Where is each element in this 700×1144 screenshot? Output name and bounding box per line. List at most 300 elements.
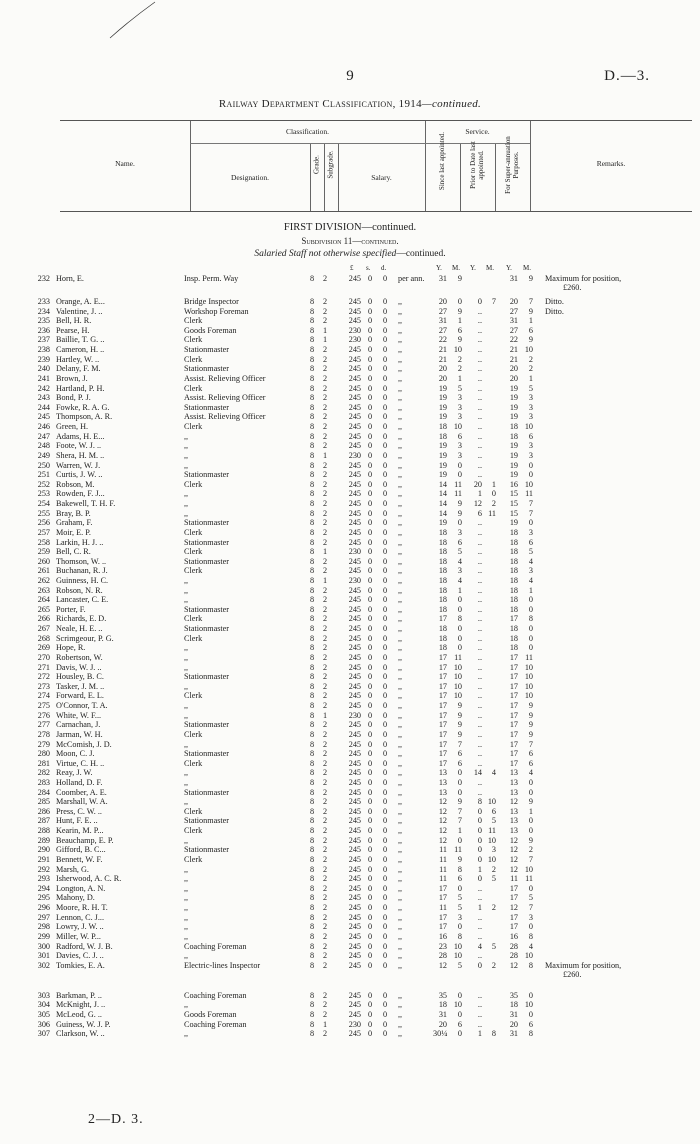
cell-sm: 10 xyxy=(453,345,462,355)
cell-sg: 2 xyxy=(322,912,328,922)
cell-d: 0 xyxy=(382,335,388,345)
cell-sm: 6 xyxy=(457,874,462,884)
cell-des: ,, xyxy=(184,681,189,691)
cell-name: Miller, W. P... xyxy=(56,931,101,941)
cell-g: 8 xyxy=(309,412,315,422)
cell-s: 0 xyxy=(367,1029,373,1039)
cell-s: 0 xyxy=(367,566,373,576)
cell-no: 254 xyxy=(37,499,50,509)
cell-sm: 3 xyxy=(457,393,462,403)
cell-sg: 2 xyxy=(322,835,328,845)
cell-sm: 0 xyxy=(457,633,462,643)
table-row xyxy=(0,807,700,817)
cell-name: Moore, R. H. T. xyxy=(56,903,108,913)
table-row xyxy=(0,451,700,461)
cell-sm: 10 xyxy=(453,691,462,701)
cell-sg: 2 xyxy=(322,672,328,682)
cell-sy: 31 xyxy=(438,316,447,326)
cell-sm: 0 xyxy=(457,624,462,634)
cell-uy: 18 xyxy=(509,624,518,634)
cell-name: Virtue, C. H. .. xyxy=(56,758,105,768)
table-row xyxy=(0,643,700,653)
cell-per: ,, xyxy=(398,624,403,634)
cell-sg: 2 xyxy=(322,354,328,364)
cell-s: 0 xyxy=(367,547,373,557)
cell-sg: 2 xyxy=(322,633,328,643)
cell-name: Richards, E. D. xyxy=(56,614,107,624)
cell-sm: 7 xyxy=(457,806,462,816)
cell-d: 0 xyxy=(382,778,388,787)
cell-g: 8 xyxy=(309,1010,315,1020)
cell-d: 0 xyxy=(382,633,388,643)
cell-no: 273 xyxy=(37,681,50,691)
cell-sg: 2 xyxy=(322,951,328,961)
cell-sm: 10 xyxy=(453,422,462,432)
cell-d: 0 xyxy=(382,325,388,335)
cell-name: Marshall, W. A. xyxy=(56,797,108,807)
cell-sal: 245 xyxy=(348,274,361,283)
cell-pm: 3 xyxy=(491,845,496,855)
cell-um: 2 xyxy=(528,845,533,855)
cell-sy: 18 xyxy=(438,556,447,566)
col-remarks: Remarks. xyxy=(596,159,626,168)
cell-per: ,, xyxy=(398,460,403,470)
cell-name: Reay, J. W. xyxy=(56,768,93,778)
cell-sg: 2 xyxy=(322,537,328,547)
cell-des: ,, xyxy=(184,441,189,451)
cell-py: .. xyxy=(477,922,482,932)
cell-per: ,, xyxy=(398,297,403,306)
unit-pound: £ xyxy=(350,264,354,272)
cell-name: Barkman, P. .. xyxy=(56,990,102,1000)
cell-um: 0 xyxy=(528,604,533,614)
cell-um: 7 xyxy=(528,903,533,913)
cell-sal: 245 xyxy=(348,681,361,691)
cell-sy: 17 xyxy=(438,701,447,711)
cell-s: 0 xyxy=(367,595,373,605)
table-row xyxy=(0,384,700,394)
cell-sg: 2 xyxy=(322,422,328,432)
cell-pm: 2 xyxy=(491,960,496,970)
cell-sy: 17 xyxy=(438,883,447,893)
cell-s: 0 xyxy=(367,903,373,913)
cell-pm: 10 xyxy=(487,835,496,845)
cell-no: 233 xyxy=(37,297,50,306)
cell-per: ,, xyxy=(398,595,403,605)
cell-des: Assist. Relieving Officer xyxy=(184,393,266,403)
cell-g: 8 xyxy=(309,739,315,749)
table-row xyxy=(0,874,700,884)
cell-sy: 23 xyxy=(438,941,447,951)
cell-d: 0 xyxy=(382,441,388,451)
cell-sy: 17 xyxy=(438,922,447,932)
cell-sg: 2 xyxy=(322,518,328,528)
cell-des: Goods Foreman xyxy=(184,325,237,335)
cell-s: 0 xyxy=(367,826,373,836)
table-row xyxy=(0,489,700,499)
cell-des: Coaching Foreman xyxy=(184,990,247,1000)
cell-per: ,, xyxy=(398,441,403,451)
cell-des: Stationmaster xyxy=(184,364,230,374)
cell-s: 0 xyxy=(367,335,373,345)
cell-no: 251 xyxy=(37,470,50,480)
cell-sal: 245 xyxy=(348,633,361,643)
cell-sm: 1 xyxy=(457,316,462,326)
cell-py: 0 xyxy=(477,816,482,826)
cell-uy: 18 xyxy=(509,643,518,653)
cell-sg: 2 xyxy=(322,643,328,653)
cell-py: .. xyxy=(477,652,482,662)
cell-name: Housley, B. C. xyxy=(56,672,104,682)
cell-per: ,, xyxy=(398,672,403,682)
cell-sg: 2 xyxy=(322,441,328,451)
cell-py: .. xyxy=(477,383,482,393)
footer-code: 2—D. 3. xyxy=(88,1112,144,1127)
cell-d: 0 xyxy=(382,922,388,932)
cell-um: 4 xyxy=(528,941,533,951)
cell-sg: 2 xyxy=(322,845,328,855)
cell-um: 10 xyxy=(524,951,533,961)
cell-name: Larkin, H. J. .. xyxy=(56,537,104,547)
cell-sal: 245 xyxy=(348,479,361,489)
cell-sm: 3 xyxy=(457,450,462,460)
cell-des: Stationmaster xyxy=(184,556,230,566)
cell-sal: 245 xyxy=(348,1010,361,1020)
cell-name: Rowden, F. J... xyxy=(56,489,105,499)
cell-sal: 245 xyxy=(348,864,361,874)
cell-des: Stationmaster xyxy=(184,345,230,355)
cell-sal: 230 xyxy=(348,450,361,460)
cell-no: 246 xyxy=(37,422,50,432)
cell-sy: 11 xyxy=(439,874,447,884)
cell-py: 1 xyxy=(477,903,482,913)
cell-pm: 2 xyxy=(491,864,496,874)
cell-des: ,, xyxy=(184,1029,189,1039)
cell-g: 8 xyxy=(309,595,315,605)
cell-g: 8 xyxy=(309,508,315,518)
cell-no: 268 xyxy=(37,633,50,643)
cell-s: 0 xyxy=(367,1019,373,1029)
cell-sy: 11 xyxy=(439,903,447,913)
cell-um: 0 xyxy=(528,816,533,826)
cell-sal: 245 xyxy=(348,662,361,672)
cell-g: 8 xyxy=(309,990,315,1000)
table-row xyxy=(0,759,700,769)
cell-sg: 2 xyxy=(322,941,328,951)
cell-g: 8 xyxy=(309,402,315,412)
cell-g: 8 xyxy=(309,518,315,528)
cell-sg: 2 xyxy=(322,990,328,1000)
cell-uy: 17 xyxy=(509,893,518,903)
cell-uy: 12 xyxy=(509,903,518,913)
cell-g: 8 xyxy=(309,854,315,864)
cell-um: 10 xyxy=(524,681,533,691)
cell-sy: 21 xyxy=(438,345,447,355)
cell-sm: 0 xyxy=(457,922,462,932)
cell-d: 0 xyxy=(382,470,388,480)
cell-sg: 2 xyxy=(322,595,328,605)
cell-py: .. xyxy=(477,518,482,528)
cell-no: 279 xyxy=(37,739,50,749)
cell-s: 0 xyxy=(367,633,373,643)
cell-no: 290 xyxy=(37,845,50,855)
cell-name: Bell, C. R. xyxy=(56,547,91,557)
table-header xyxy=(60,120,692,212)
cell-sy: 19 xyxy=(438,450,447,460)
cell-py: 0 xyxy=(477,806,482,816)
cell-uy: 18 xyxy=(509,547,518,557)
cell-uy: 18 xyxy=(509,595,518,605)
cell-sm: 10 xyxy=(453,1000,462,1010)
cell-sg: 2 xyxy=(322,749,328,759)
cell-name: Cameron, H. .. xyxy=(56,345,105,355)
cell-sm: 8 xyxy=(457,931,462,941)
cell-sm: 11 xyxy=(454,479,462,489)
cell-sy: 18 xyxy=(438,431,447,441)
table-row xyxy=(0,634,700,644)
table-row xyxy=(0,797,700,807)
cell-sm: 9 xyxy=(457,335,462,345)
table-row xyxy=(0,605,700,615)
cell-uy: 35 xyxy=(509,990,518,1000)
cell-d: 0 xyxy=(382,797,388,807)
cell-no: 289 xyxy=(37,835,50,845)
table-row xyxy=(0,518,700,528)
cell-sal: 245 xyxy=(348,691,361,701)
title-main: Railway Department Classification, 1914 xyxy=(218,98,422,110)
cell-py: .. xyxy=(477,575,482,585)
cell-sal: 245 xyxy=(348,373,361,383)
cell-sm: 5 xyxy=(457,893,462,903)
cell-d: 0 xyxy=(382,383,388,393)
cell-sg: 2 xyxy=(322,720,328,730)
cell-des: Clerk xyxy=(184,316,203,326)
cell-per: ,, xyxy=(398,383,403,393)
col-since-last: Since last appointed. xyxy=(438,131,446,191)
cell-des: Clerk xyxy=(184,758,203,768)
cell-no: 307 xyxy=(37,1029,50,1039)
cell-py: 0 xyxy=(477,845,482,855)
cell-per: ,, xyxy=(398,922,403,932)
cell-g: 8 xyxy=(309,556,315,566)
cell-sy: 17 xyxy=(438,893,447,903)
cell-sy: 11 xyxy=(439,864,447,874)
cell-sal: 245 xyxy=(348,556,361,566)
cell-s: 0 xyxy=(367,778,373,787)
cell-sy: 12 xyxy=(438,960,447,970)
cell-no: 285 xyxy=(37,797,50,807)
cell-d: 0 xyxy=(382,373,388,383)
cell-des: Stationmaster xyxy=(184,749,230,759)
cell-um: 0 xyxy=(528,460,533,470)
cell-sy: 30¼ xyxy=(433,1029,448,1039)
cell-um: 9 xyxy=(528,274,533,283)
cell-d: 0 xyxy=(382,903,388,913)
table-row xyxy=(0,1029,700,1039)
cell-name: Guiness, W. J. P. xyxy=(56,1019,111,1029)
table-row xyxy=(0,788,700,798)
cell-um: 3 xyxy=(528,527,533,537)
cell-py: .. xyxy=(477,566,482,576)
cell-sy: 17 xyxy=(438,758,447,768)
cell-g: 8 xyxy=(309,316,315,326)
cell-no: 249 xyxy=(37,450,50,460)
cell-name: Hartley, W. .. xyxy=(56,354,100,364)
cell-uy: 18 xyxy=(509,527,518,537)
cell-per: ,, xyxy=(398,797,403,807)
cell-um: 10 xyxy=(524,864,533,874)
cell-py: .. xyxy=(477,547,482,557)
cell-um: 7 xyxy=(528,297,533,306)
cell-no: 250 xyxy=(37,460,50,470)
cell-sy: 12 xyxy=(438,797,447,807)
cell-sm: 0 xyxy=(457,297,462,306)
cell-um: 7 xyxy=(528,508,533,518)
cell-sg: 2 xyxy=(322,854,328,864)
cell-py: 1 xyxy=(477,1029,482,1039)
cell-sg: 2 xyxy=(322,297,328,306)
cell-sal: 245 xyxy=(348,768,361,778)
cell-sal: 245 xyxy=(348,874,361,884)
cell-s: 0 xyxy=(367,499,373,509)
cell-sg: 2 xyxy=(322,364,328,374)
cell-py: .. xyxy=(477,470,482,480)
cell-s: 0 xyxy=(367,845,373,855)
cell-uy: 13 xyxy=(509,787,518,797)
cell-no: 240 xyxy=(37,364,50,374)
cell-sg: 2 xyxy=(322,960,328,970)
cell-no: 305 xyxy=(37,1010,50,1020)
cell-pm: 5 xyxy=(491,874,496,884)
cell-no: 282 xyxy=(37,768,50,778)
cell-s: 0 xyxy=(367,316,373,326)
cell-des: Clerk xyxy=(184,826,203,836)
cell-rem: Ditto. xyxy=(545,297,564,306)
cell-d: 0 xyxy=(382,518,388,528)
cell-s: 0 xyxy=(367,854,373,864)
cell-sal: 245 xyxy=(348,960,361,970)
cell-um: 10 xyxy=(524,662,533,672)
cell-uy: 28 xyxy=(509,951,518,961)
cell-g: 8 xyxy=(309,354,315,364)
cell-pm: 5 xyxy=(491,941,496,951)
cell-um: 8 xyxy=(528,614,533,624)
cell-no: 242 xyxy=(37,383,50,393)
table-row xyxy=(0,422,700,432)
cell-des: Coaching Foreman xyxy=(184,1019,247,1029)
cell-pm: 0 xyxy=(491,489,496,499)
cell-d: 0 xyxy=(382,990,388,1000)
cell-s: 0 xyxy=(367,450,373,460)
cell-sy: 18 xyxy=(438,604,447,614)
cell-des: Clerk xyxy=(184,566,203,576)
cell-py: .. xyxy=(477,527,482,537)
cell-des: Stationmaster xyxy=(184,537,230,547)
cell-no: 257 xyxy=(37,527,50,537)
cell-g: 8 xyxy=(309,845,315,855)
cell-um: 9 xyxy=(528,306,533,316)
cell-per: ,, xyxy=(398,373,403,383)
cell-s: 0 xyxy=(367,816,373,826)
cell-name: Gifford, B. C... xyxy=(56,845,106,855)
cell-s: 0 xyxy=(367,951,373,961)
cell-per: ,, xyxy=(398,402,403,412)
cell-sg: 2 xyxy=(322,460,328,470)
cell-uy: 22 xyxy=(509,335,518,345)
cell-g: 8 xyxy=(309,345,315,355)
cell-sg: 2 xyxy=(322,489,328,499)
cell-d: 0 xyxy=(382,739,388,749)
cell-sal: 245 xyxy=(348,441,361,451)
cell-d: 0 xyxy=(382,835,388,845)
cell-des: Clerk xyxy=(184,383,203,393)
table-row xyxy=(0,345,700,355)
cell-name: Hope, R. xyxy=(56,643,86,653)
cell-sal: 245 xyxy=(348,508,361,518)
cell-name: Jarman, W. H. xyxy=(56,729,103,739)
cell-sm: 6 xyxy=(457,1019,462,1029)
cell-sy: 13 xyxy=(438,787,447,797)
cell-des: ,, xyxy=(184,585,189,595)
cell-name: Beauchamp, E. P. xyxy=(56,835,114,845)
cell-sm: 9 xyxy=(457,729,462,739)
table-row xyxy=(0,730,700,740)
cell-sal: 245 xyxy=(348,893,361,903)
cell-um: 0 xyxy=(528,883,533,893)
cell-py: .. xyxy=(477,393,482,403)
cell-sal: 245 xyxy=(348,537,361,547)
cell-sm: 10 xyxy=(453,662,462,672)
table-row xyxy=(0,682,700,692)
cell-des: ,, xyxy=(184,575,189,585)
table-row xyxy=(0,768,700,778)
cell-um: 6 xyxy=(528,537,533,547)
cell-name: Moir, E. P. xyxy=(56,527,91,537)
cell-des: ,, xyxy=(184,710,189,720)
page-title xyxy=(0,98,700,110)
cell-d: 0 xyxy=(382,575,388,585)
cell-uy: 19 xyxy=(509,402,518,412)
cell-sal: 245 xyxy=(348,739,361,749)
cell-um: 3 xyxy=(528,566,533,576)
cell-d: 0 xyxy=(382,345,388,355)
cell-name: Longton, A. N. xyxy=(56,883,106,893)
cell-sg: 2 xyxy=(322,556,328,566)
cell-no: 269 xyxy=(37,643,50,653)
division-title: FIRST DIVISION—continued. xyxy=(283,222,417,233)
cell-sal: 245 xyxy=(348,585,361,595)
cell-no: 232 xyxy=(37,274,50,283)
cell-des: Clerk xyxy=(184,854,203,864)
cell-sg: 2 xyxy=(322,922,328,932)
cell-name: Thomson, W. .. xyxy=(56,556,107,566)
cell-des: Clerk xyxy=(184,806,203,816)
cell-no: 261 xyxy=(37,566,50,576)
cell-g: 8 xyxy=(309,393,315,403)
cell-d: 0 xyxy=(382,691,388,701)
cell-des: Assist. Relieving Officer xyxy=(184,373,266,383)
cell-s: 0 xyxy=(367,806,373,816)
cell-py: .. xyxy=(477,691,482,701)
cell-sal: 245 xyxy=(348,499,361,509)
cell-s: 0 xyxy=(367,922,373,932)
cell-des: Coaching Foreman xyxy=(184,941,247,951)
cell-pm: 6 xyxy=(491,806,496,816)
cell-per: ,, xyxy=(398,903,403,913)
cell-sal: 245 xyxy=(348,1000,361,1010)
cell-s: 0 xyxy=(367,749,373,759)
cell-sm: 7 xyxy=(457,816,462,826)
